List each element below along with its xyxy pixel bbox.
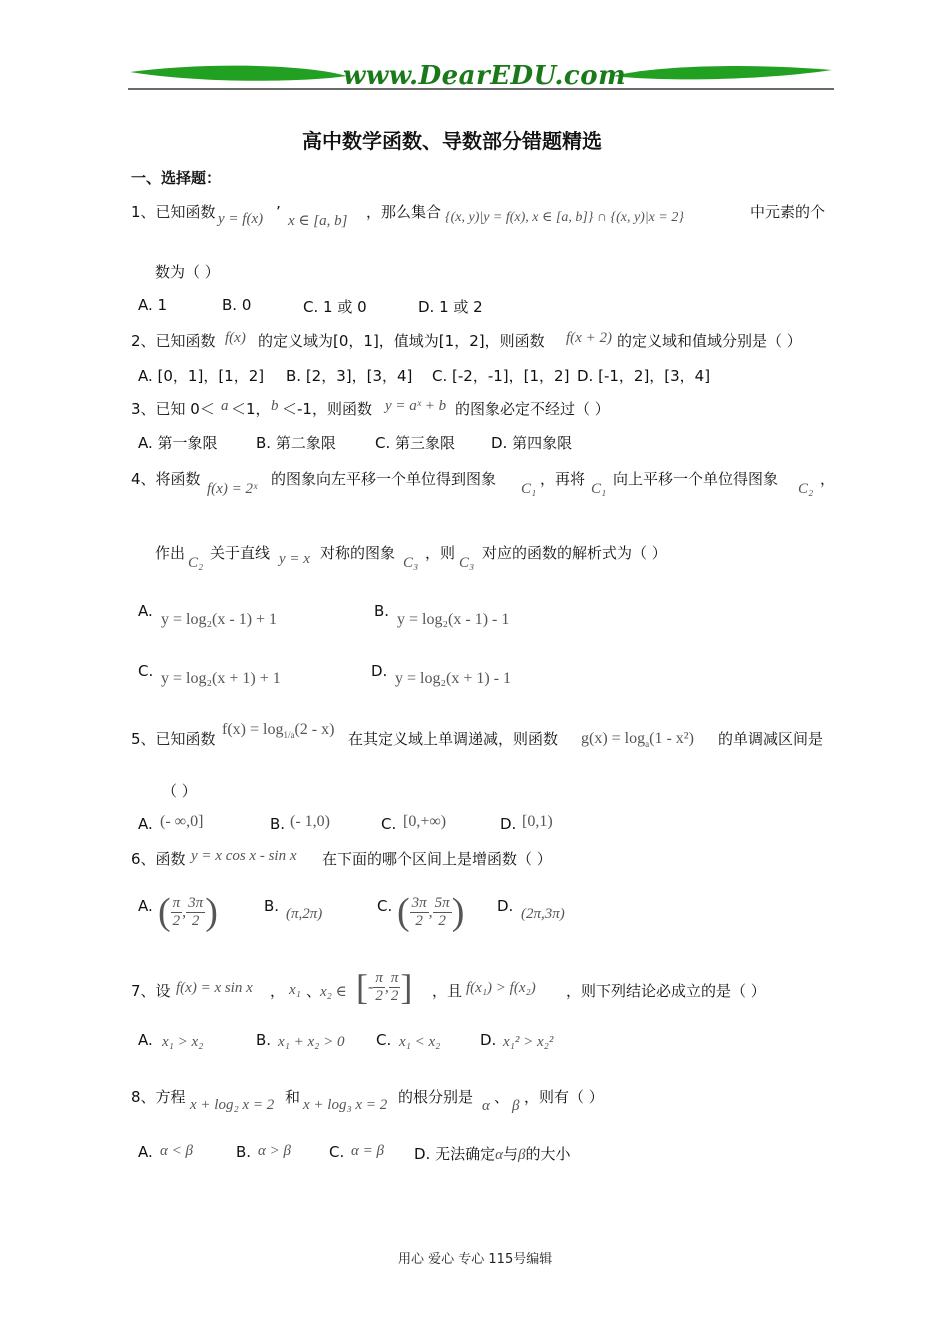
q5-option-b-label: B.: [270, 815, 286, 833]
q7-text-a: 7、设: [131, 982, 171, 1000]
q1-text-b: ，那么集合: [366, 203, 442, 221]
q8-option-d-mid: 与: [503, 1145, 519, 1163]
q5-option-c-expr: [0,+∞): [403, 813, 447, 830]
q5-math-f-arg: (2 - x): [294, 721, 335, 738]
q4-option-c-label: C.: [138, 662, 154, 680]
q2-option-d: D. [-1，2]，[3，4]: [577, 367, 711, 385]
q3-text-d: 的图象必定不经过（ ）: [455, 400, 610, 418]
q8-option-b-expr: α > β: [258, 1143, 291, 1159]
q1-option-b: B. 0: [222, 296, 252, 314]
q3-text-a: 3、已知 0＜: [131, 400, 215, 418]
q4-option-d-label: D.: [371, 662, 388, 680]
q5-option-c-label: C.: [381, 815, 397, 833]
q5-option-a-expr: (- ∞,0]: [160, 813, 204, 830]
q8-math-alpha: α: [482, 1098, 490, 1114]
q6-a-frac1: $\frac{\pi}{2}$: [172, 894, 181, 929]
q2-option-a: A. [0，1]，[1，2]: [138, 367, 265, 385]
q6-c-frac2: $\frac{5\pi}{2}$: [434, 894, 450, 929]
q8-text-e: ，则有（ ）: [524, 1088, 604, 1106]
q8-option-d-beta: β: [518, 1147, 526, 1163]
q8-option-c-label: C.: [329, 1143, 345, 1161]
section-heading: 一、选择题：: [131, 169, 222, 187]
q5-text-c: 的单调减区间是: [718, 730, 824, 748]
q3-text-b: ＜1，: [231, 400, 271, 418]
q4-l2-math-line: y = x: [279, 551, 310, 567]
q1-text-c: 中元素的个: [750, 203, 826, 221]
q8-text-a: 8、方程: [131, 1088, 186, 1106]
q1-math-set: {(x, y)|y = f(x), x ∈ [a, b]} ∩ {(x, y)|x = 2}: [445, 210, 684, 225]
q6-text-b: 在下面的哪个区间上是增函数（ ）: [322, 850, 552, 868]
q6-a-frac2: $\frac{3\pi}{2}$: [188, 894, 204, 929]
q1-math-domain: x ∈ [a, b]: [288, 213, 348, 229]
q6-option-b-expr: (π,2π): [286, 906, 323, 922]
q7-option-c-label: C.: [376, 1031, 392, 1049]
q8-option-c-expr: α = β: [351, 1143, 384, 1159]
q3-math-function: y = aˣ + b: [385, 398, 447, 414]
q4-option-b-label: B.: [374, 602, 390, 620]
left-swoosh: [130, 66, 347, 81]
q7-math-ineq: f(x₁) > f(x₂): [466, 980, 536, 996]
q4-l2-text-a: 作出: [155, 544, 186, 562]
q1-sep: ’: [276, 203, 281, 221]
q4-text-c: ，再将: [540, 470, 586, 488]
q3-option-b: B. 第二象限: [256, 434, 336, 452]
q5-math-g-log: g(x) = log: [581, 730, 646, 747]
q6-option-c-label: C.: [377, 897, 393, 915]
q1-text-a: 1、已知函数: [131, 203, 216, 221]
q8-option-d-pre: 无法确定: [435, 1145, 496, 1163]
q6-text-a: 6、函数: [131, 850, 186, 868]
q4-l2-math-c3: C₃: [403, 555, 419, 571]
q7-math-x2: x₂ ∈: [320, 984, 347, 1000]
q4-l2-text-e: 对应的函数的解析式为（ ）: [482, 544, 667, 562]
q8-math-eq2: x + log₃ x = 2: [303, 1097, 388, 1113]
q7-frac2: $\frac{\pi}{2}$: [390, 969, 399, 1004]
q2-math-f-shift: f(x + 2): [566, 330, 612, 346]
q6-option-d-label: D.: [497, 897, 514, 915]
q7-option-c-expr: x₁ < x₂: [399, 1034, 441, 1050]
q4-text-a: 4、将函数: [131, 470, 201, 488]
q8-option-d-post: 的大小: [525, 1145, 571, 1163]
q5-text-b: 在其定义域上单调递减，则函数: [348, 730, 559, 748]
q5-option-a-label: A.: [138, 815, 153, 833]
q6-c-frac1: $\frac{3\pi}{2}$: [411, 894, 427, 929]
q6-option-b-label: B.: [264, 897, 280, 915]
q1-option-a: A. 1: [138, 296, 168, 314]
q7-text-c: 、: [306, 982, 322, 1000]
q7-option-b-expr: x₁ + x₂ > 0: [278, 1034, 345, 1050]
q4-math-c1b: C₁: [591, 481, 607, 497]
q8-option-a-expr: α < β: [160, 1143, 193, 1159]
q8-option-d: [414, 1143, 571, 1164]
q5-math-g-base: a: [645, 739, 650, 750]
q7-option-d-expr: x₁² > x₂²: [503, 1034, 554, 1050]
q8-text-c: 的根分别是: [398, 1088, 474, 1106]
q5-text-a: 5、已知函数: [131, 730, 216, 748]
q4-l2-text-b: 关于直线: [210, 544, 271, 562]
q3-math-b: b: [271, 398, 279, 414]
page-title: 高中数学函数、导数部分错题精选: [302, 129, 602, 153]
q3-math-a: a: [221, 398, 229, 414]
q4-math-c2: C₂: [798, 481, 814, 497]
q7-frac1: $\frac{\pi}{2}$: [375, 969, 383, 1004]
q7-text-e: ，则下列结论必成立的是（ ）: [566, 982, 766, 1000]
q2-text-c: 的定义域和值域分别是（ ）: [617, 332, 802, 350]
q5-math-g: [581, 730, 694, 749]
q3-text-c: ＜-1，则函数: [282, 400, 372, 418]
q6-option-c-expr: ( $\frac{3\pi}{2}$ , $\frac{5\pi}{2}$ ): [397, 891, 465, 933]
q4-option-c-expr: y = log₂(x + 1) + 1: [161, 670, 281, 687]
q3-option-c: C. 第三象限: [375, 434, 456, 452]
q8-text-d: 、: [494, 1088, 510, 1106]
q6-option-d-expr: (2π,3π): [521, 906, 565, 922]
q7-text-d: ，且: [432, 982, 463, 1000]
q1-continuation: 数为（ ）: [155, 263, 220, 281]
q7-option-d-label: D.: [480, 1031, 497, 1049]
right-swoosh: [613, 66, 832, 79]
q5-math-g-arg: (1 - x²): [649, 730, 694, 747]
q6-option-a-label: A.: [138, 897, 153, 915]
q4-l2-text-c: 对称的图象: [320, 544, 396, 562]
q1-math-function: y = f(x): [218, 211, 264, 227]
q4-l2-text-d: ，则: [425, 544, 456, 562]
q7-math-x1: x₁: [289, 982, 301, 998]
q7-interval: [- $\frac{\pi}{2}$ , $\frac{\pi}{2}$ ]: [356, 967, 413, 1007]
q5-math-f-base: 1/a: [283, 730, 295, 741]
q5-option-d-label: D.: [500, 815, 517, 833]
brand-logo-text: www.DearEDU.com: [343, 61, 627, 91]
q5-math-f: [222, 721, 334, 740]
q4-math-f: f(x) = 2ˣ: [207, 481, 258, 497]
q4-text-b: 的图象向左平移一个单位得到图象: [271, 470, 497, 488]
q3-option-a: A. 第一象限: [138, 434, 218, 452]
q4-math-c1: C₁: [521, 481, 537, 497]
q8-option-d-alpha: α: [495, 1147, 503, 1163]
q8-option-a-label: A.: [138, 1143, 153, 1161]
q8-option-b-label: B.: [236, 1143, 252, 1161]
q5-option-b-expr: (- 1,0): [290, 813, 330, 830]
q7-math-f: f(x) = x sin x: [176, 980, 253, 996]
q5-option-d-expr: [0,1): [522, 813, 553, 830]
q4-option-a-label: A.: [138, 602, 153, 620]
q3-option-d: D. 第四象限: [491, 434, 573, 452]
q8-text-b: 和: [285, 1088, 301, 1106]
q4-text-e: ，: [820, 470, 836, 488]
q8-option-d-label: D.: [414, 1145, 431, 1163]
q7-option-a-label: A.: [138, 1031, 153, 1049]
q1-option-c: C. 1 或 0: [303, 298, 367, 316]
q4-l2-math-c3b: C₃: [459, 555, 475, 571]
q4-text-d: 向上平移一个单位得图象: [613, 470, 779, 488]
q2-option-c: C. [-2，-1]，[1，2]: [432, 367, 570, 385]
q6-option-a-expr: ( $\frac{\pi}{2}$ , $\frac{3\pi}{2}$ ): [158, 891, 218, 933]
q8-math-beta: β: [512, 1098, 520, 1114]
q4-l2-math-c2: C₂: [188, 555, 204, 571]
q6-math-function: y = x cos x - sin x: [191, 848, 297, 864]
q2-option-b: B. [2，3]，[3，4]: [286, 367, 413, 385]
q5-continuation: （ ）: [162, 782, 197, 800]
page-footer: 用心 爱心 专心 115号编辑: [398, 1252, 553, 1267]
q5-math-f-log: f(x) = log: [222, 721, 284, 738]
q1-option-d: D. 1 或 2: [418, 298, 483, 316]
q7-text-b: ，: [270, 982, 286, 1000]
q4-option-a-expr: y = log₂(x - 1) + 1: [161, 611, 278, 628]
q2-text-b: 的定义域为[0，1]，值域为[1，2]，则函数: [258, 332, 545, 350]
q4-option-d-expr: y = log₂(x + 1) - 1: [395, 670, 512, 687]
q2-text-a: 2、已知函数: [131, 332, 216, 350]
q8-math-eq1: x + log₂ x = 2: [190, 1097, 275, 1113]
q2-math-f: f(x): [225, 330, 246, 346]
q7-option-a-expr: x₁ > x₂: [162, 1034, 204, 1050]
q7-option-b-label: B.: [256, 1031, 272, 1049]
q4-option-b-expr: y = log₂(x - 1) - 1: [397, 611, 510, 628]
